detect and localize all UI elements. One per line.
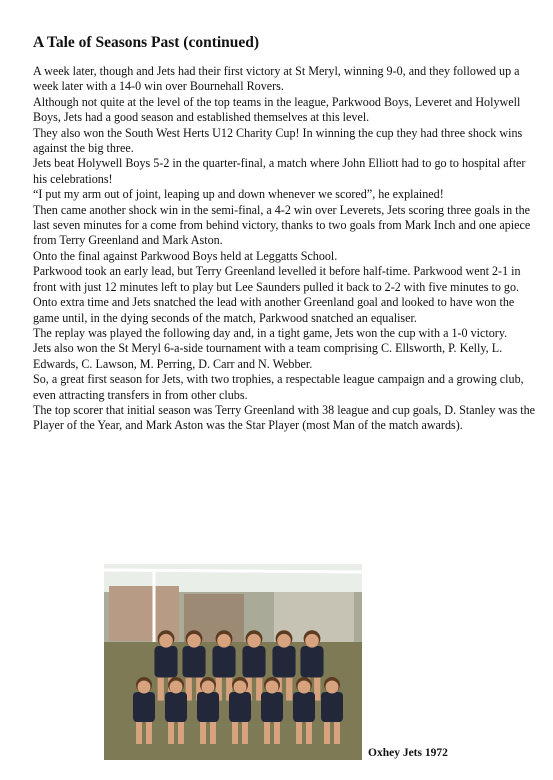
- paragraph: “I put my arm out of joint, leaping up and down whenever we scored”, he explained!: [33, 187, 444, 202]
- paragraph: Onto the final against Parkwood Boys held at Leggatts School.: [33, 248, 338, 263]
- paragraph: Jets also won the St Meryl 6-a-side tournament with a team comprising C. Ellsworth, P. Kelly, L. Edwards, C. Lawson, M. Perring, D. Carr and N. Webber.: [33, 341, 503, 371]
- team-photo: [104, 564, 362, 760]
- paragraph: They also won the South West Herts U12 Charity Cup! In winning the cup they had three shock wins against the big three.: [33, 125, 523, 156]
- paragraph: A week later, though and Jets had their first victory at St Meryl, winning 9-0, and they followed up a week later with a 14-0 win over Bournehall Rovers.: [33, 64, 520, 94]
- paragraph: The top scorer that initial season was Terry Greenland with 38 league and cup goals, D. Stanley was the Player of the Year, and Mark Aston was the Star Player (most Man of the match awards).: [33, 402, 536, 433]
- photo-caption: Oxhey Jets 1972: [368, 747, 448, 759]
- paragraph: Parkwood took an early lead, but Terry Greenland levelled it before half-time. Parkwood went 2-1 in front with just 12 minutes left to play but Lee Saunders pulled it back to 2-2 with five minutes to go.: [33, 264, 521, 294]
- paragraph: Then came another shock win in the semi-final, a 4-2 win over Leverets, Jets scoring three goals in the last seven minutes for a come from behind victory, thanks to two goals from Mark Inch and one apiece from Terry Greenland and Mark Aston.: [33, 202, 531, 248]
- paragraph: So, a great first season for Jets, with two trophies, a respectable league campaign and a growing club, even attracting transfers in from other clubs.: [33, 372, 524, 402]
- paragraph: Onto extra time and Jets snatched the lead with another Greenland goal and looked to have won the game until, in the dying seconds of the match, Parkwood snatched an equaliser.: [33, 295, 515, 325]
- paragraph: Although not quite at the level of the top teams in the league, Parkwood Boys, Leveret and Holywell Boys, Jets had a good season and established themselves at this level.: [33, 94, 521, 125]
- article-body: [33, 64, 538, 434]
- page-title: A Tale of Seasons Past (continued): [33, 34, 260, 51]
- team-photo-illustration: [104, 564, 362, 760]
- paragraph: The replay was played the following day and, in a tight game, Jets won the cup with a 1-0 victory.: [33, 325, 508, 340]
- paragraph: Jets beat Holywell Boys 5-2 in the quarter-final, a match where John Elliott had to go to hospital after his celebrations!: [33, 156, 526, 186]
